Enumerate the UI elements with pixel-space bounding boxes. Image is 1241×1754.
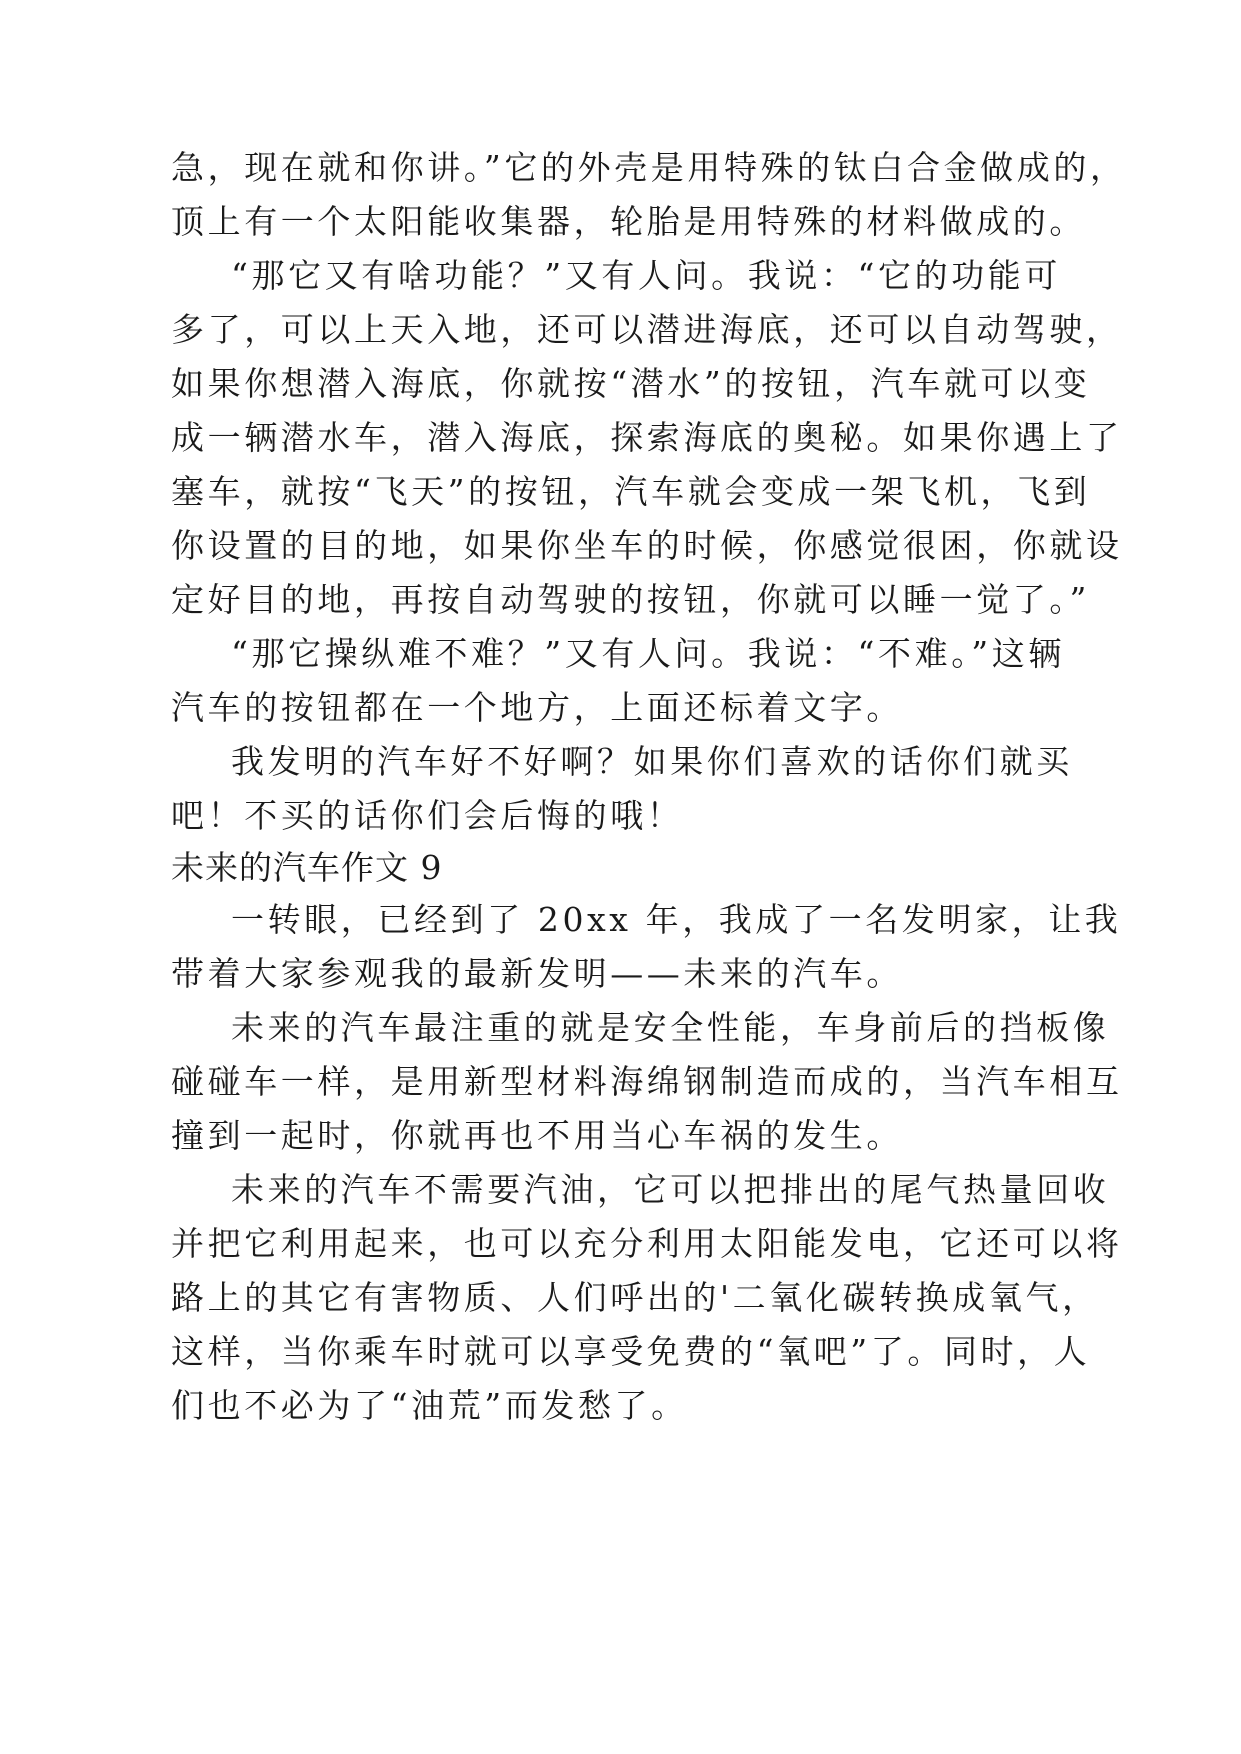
text-line: 你设置的目的地，如果你坐车的时候，你感觉很困，你就设 [171,526,1123,565]
text-line: 未来的汽车不需要汽油，它可以把排出的尾气热量回收 [231,1170,1110,1209]
text-line: 吧！不买的话你们会后悔的哦！ [171,796,684,835]
text-line: 定好目的地，再按自动驾驶的按钮，你就可以睡一觉了。” [171,580,1090,619]
text-line: “那它又有啥功能？”又有人问。我说：“它的功能可 [231,256,1062,295]
text-line: 汽车的按钮都在一个地方，上面还标着文字。 [171,688,903,727]
text-line: 我发明的汽车好不好啊？如果你们喜欢的话你们就买 [231,742,1073,781]
section-title: 未来的汽车作文 9 [171,848,443,887]
text-line: 带着大家参观我的最新发明——未来的汽车。 [171,954,903,993]
text-line: 多了，可以上天入地，还可以潜进海底，还可以自动驾驶， [171,310,1123,349]
text-line: 成一辆潜水车，潜入海底，探索海底的奥秘。如果你遇上了 [171,418,1123,457]
text-line: 一转眼，已经到了 20xx 年，我成了一名发明家，让我 [231,900,1122,939]
text-line: 并把它利用起来，也可以充分利用太阳能发电，它还可以将 [171,1224,1123,1263]
text-line: 顶上有一个太阳能收集器，轮胎是用特殊的材料做成的。 [171,202,1086,241]
text-line: 如果你想潜入海底，你就按“潜水”的按钮，汽车就可以变 [171,364,1091,403]
text-line: 撞到一起时，你就再也不用当心车祸的发生。 [171,1116,903,1155]
text-line: “那它操纵难不难？”又有人问。我说：“不难。”这辆 [231,634,1065,673]
text-line: 急，现在就和你讲。”它的外壳是用特殊的钛白合金做成的， [171,148,1127,187]
text-line: 未来的汽车最注重的就是安全性能，车身前后的挡板像 [231,1008,1110,1047]
text-line: 路上的其它有害物质、人们呼出的'二氧化碳转换成氧气， [171,1278,1099,1317]
text-line: 这样，当你乘车时就可以享受免费的“氧吧”了。同时，人 [171,1332,1091,1371]
text-line: 塞车，就按“飞天”的按钮，汽车就会变成一架飞机，飞到 [171,472,1091,511]
text-line: 们也不必为了“油荒”而发愁了。 [171,1386,688,1425]
text-line: 碰碰车一样，是用新型材料海绵钢制造而成的，当汽车相互 [171,1062,1123,1101]
